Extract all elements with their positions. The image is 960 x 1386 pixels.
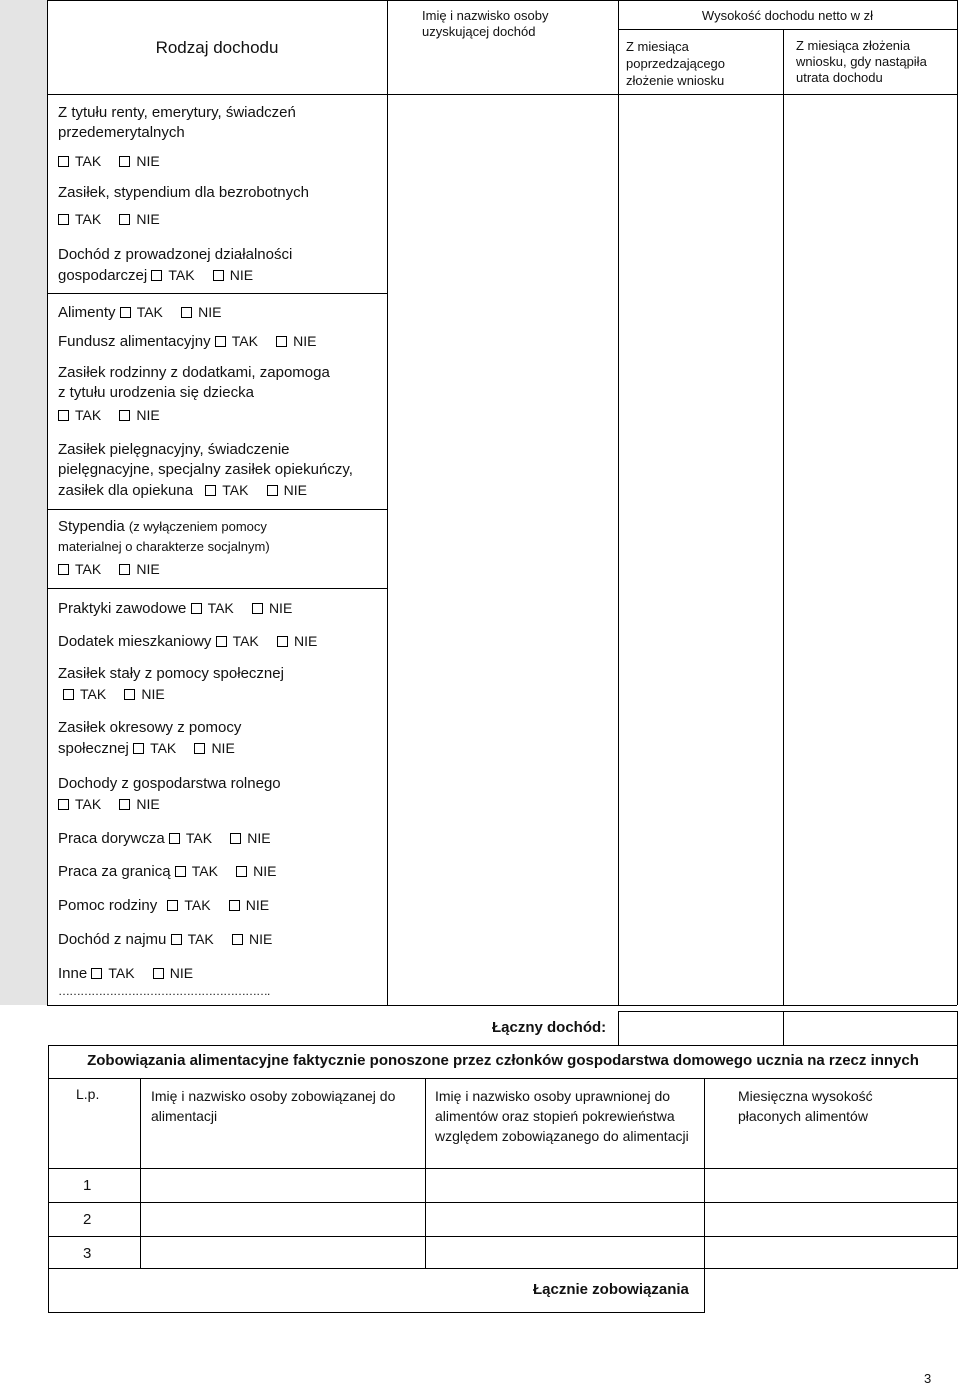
alimony-border-bottom: [48, 1312, 705, 1313]
checkbox-yes[interactable]: [133, 743, 144, 754]
income-row-label: Dochody z gospodarstwa rolnego: [58, 775, 281, 792]
income-row-label: Dodatek mieszkaniowy: [58, 633, 212, 650]
row-divider: [47, 588, 387, 589]
table-border-bottom: [47, 1005, 957, 1006]
checkbox-yes[interactable]: [58, 214, 69, 225]
income-row-label: Fundusz alimentacyjny: [58, 333, 211, 350]
alimony-col-divider-3: [704, 1078, 705, 1313]
income-row: Stypendia (z wyłączeniem pomocy materialnej o charakterze socjalnym) TAK NIE: [58, 517, 383, 580]
income-row-label: Zasiłek rodzinny z dodatkami, zapomoga: [58, 364, 330, 381]
alimony-row-number: 2: [83, 1211, 92, 1228]
total-box-right: [957, 1011, 958, 1045]
checkbox-yes[interactable]: [58, 799, 69, 810]
income-row-label: Zasiłek stały z pomocy społecznej: [58, 665, 284, 682]
checkbox-no[interactable]: [267, 485, 278, 496]
checkbox-yes[interactable]: [151, 270, 162, 281]
income-row-label: Inne: [58, 965, 88, 982]
income-row-label: z tytułu urodzenia się dziecka: [58, 384, 254, 401]
col-divider-3: [783, 29, 784, 1005]
income-row-label: zasiłek dla opiekuna: [58, 482, 194, 499]
income-row: Alimenty TAK NIE: [58, 304, 222, 321]
income-row: Inne TAK NIE ………………………………………………….: [58, 963, 383, 998]
header-month-of: Z miesiąca złożenia wniosku, gdy nastąpiła utrata dochodu: [796, 38, 927, 85]
alimony-col-divider-2: [425, 1078, 426, 1268]
alimony-title-divider: [48, 1078, 958, 1079]
net-income-divider: [618, 29, 957, 30]
header-divider: [47, 94, 957, 95]
checkbox-no[interactable]: [124, 689, 135, 700]
table-border-right: [957, 0, 958, 1005]
income-row-label: Dochód z prowadzonej działalności: [58, 246, 293, 263]
income-row: Zasiłek rodzinny z dodatkami, zapomoga z tytułu urodzenia się dziecka TAK NIE: [58, 363, 383, 426]
income-row-label: społecznej: [58, 740, 129, 757]
checkbox-yes[interactable]: [91, 968, 102, 979]
alimony-col-divider-4: [957, 1078, 958, 1268]
income-row-label: Praktyki zawodowe: [58, 600, 187, 617]
checkbox-no[interactable]: [277, 636, 288, 647]
alimony-row-divider: [48, 1236, 958, 1237]
header-net-income: Wysokość dochodu netto w zł: [701, 8, 874, 23]
income-row: Fundusz alimentacyjny TAK NIE: [58, 333, 317, 350]
income-row-note: (z wyłączeniem pomocy: [128, 519, 267, 534]
row-divider: [47, 509, 387, 510]
income-row-label: pielęgnacyjne, specjalny zasiłek opiekuńczy,: [58, 461, 353, 478]
alimony-row-number: 1: [83, 1177, 92, 1194]
col-divider-1: [387, 0, 388, 1005]
checkbox-no[interactable]: [213, 270, 224, 281]
header-person: Imię i nazwisko osoby uzyskującej dochód: [422, 8, 549, 39]
checkbox-yes[interactable]: [58, 410, 69, 421]
income-row: Zasiłek okresowy z pomocy społecznej TAK NIE: [58, 718, 383, 759]
alimony-border-top: [48, 1045, 958, 1046]
checkbox-yes[interactable]: [58, 564, 69, 575]
checkbox-no[interactable]: [252, 603, 263, 614]
checkbox-yes[interactable]: [216, 636, 227, 647]
income-row: Z tytułu renty, emerytury, świadczeń przedemerytalnych TAK NIE: [58, 103, 383, 172]
alimony-header-divider: [48, 1168, 958, 1169]
income-row: Dochody z gospodarstwa rolnego TAK NIE: [58, 774, 383, 815]
alimony-title: Zobowiązania alimentacyjne faktycznie ponoszone przez członków gospodarstwa domowego ucznia na rzecz innych: [87, 1052, 919, 1069]
income-row: Dochód z najmu TAK NIE: [58, 931, 273, 948]
checkbox-no[interactable]: [153, 968, 164, 979]
income-row: Praca za granicą TAK NIE: [58, 863, 277, 880]
checkbox-yes[interactable]: [191, 603, 202, 614]
checkbox-no[interactable]: [181, 307, 192, 318]
checkbox-no[interactable]: [119, 156, 130, 167]
income-row: Dochód z prowadzonej działalności gospodarczej TAK NIE: [58, 245, 383, 286]
income-row: Zasiłek, stypendium dla bezrobotnych TAK NIE: [58, 183, 383, 230]
income-row-label: Praca dorywcza: [58, 830, 165, 847]
side-shade: [0, 0, 47, 1005]
total-income-month-before-field[interactable]: [619, 1012, 783, 1045]
checkbox-yes[interactable]: [169, 833, 180, 844]
total-income-month-of-field[interactable]: [784, 1012, 957, 1045]
table-border-top: [47, 0, 957, 1]
checkbox-no[interactable]: [232, 934, 243, 945]
checkbox-no[interactable]: [119, 214, 130, 225]
checkbox-no[interactable]: [119, 564, 130, 575]
header-month-before: Z miesiąca poprzedzającego złożenie wniosku: [626, 39, 726, 88]
checkbox-yes[interactable]: [215, 336, 226, 347]
checkbox-yes[interactable]: [63, 689, 74, 700]
checkbox-yes[interactable]: [167, 900, 178, 911]
checkbox-no[interactable]: [276, 336, 287, 347]
checkbox-yes[interactable]: [58, 156, 69, 167]
income-row: Praca dorywcza TAK NIE: [58, 830, 271, 847]
income-row: Zasiłek pielęgnacyjny, świadczenie pielęgnacyjne, specjalny zasiłek opiekuńczy, zasiłek dla opiekuna TAK NIE: [58, 440, 383, 501]
income-row-label: Z tytułu renty, emerytury, świadczeń: [58, 104, 296, 121]
alimony-row-number: 3: [83, 1245, 92, 1262]
alimony-border-left: [48, 1045, 49, 1313]
checkbox-yes[interactable]: [171, 934, 182, 945]
income-row: Pomoc rodziny TAK NIE: [58, 897, 270, 914]
checkbox-yes[interactable]: [120, 307, 131, 318]
income-row: Dodatek mieszkaniowy TAK NIE: [58, 633, 318, 650]
table-border-left: [47, 0, 48, 1005]
row-divider: [47, 293, 387, 294]
checkbox-yes[interactable]: [175, 866, 186, 877]
alimony-rows-bottom: [48, 1268, 958, 1269]
income-row-label: Alimenty: [58, 304, 116, 321]
checkbox-no[interactable]: [119, 799, 130, 810]
checkbox-no[interactable]: [229, 900, 240, 911]
checkbox-no[interactable]: [119, 410, 130, 421]
alimony-total-label: Łącznie zobowiązania: [533, 1281, 689, 1298]
income-row-label: Zasiłek pielęgnacyjny, świadczenie: [58, 441, 290, 458]
checkbox-yes[interactable]: [205, 485, 216, 496]
income-row-label: Stypendia: [58, 518, 125, 535]
income-row-label: Praca za granicą: [58, 863, 171, 880]
alimony-row-divider: [48, 1202, 958, 1203]
alimony-col-divider-1: [140, 1078, 141, 1268]
alimony-border-right: [957, 1045, 958, 1078]
other-income-fill-line: ………………………………………………….: [58, 984, 270, 998]
income-row-label: gospodarczej: [58, 267, 148, 284]
total-income-label: Łączny dochód:: [492, 1019, 607, 1036]
page-number: 3: [924, 1371, 932, 1386]
income-row-note: materialnej o charakterze socjalnym): [58, 539, 270, 554]
alimony-header-entitled: Imię i nazwisko osoby uprawnionej do alimentów oraz stopień pokrewieństwa względem zobowiązanego do alimentacji: [435, 1088, 689, 1144]
header-income-type: Rodzaj dochodu: [155, 38, 279, 57]
checkbox-no[interactable]: [230, 833, 241, 844]
income-row-label: przedemerytalnych: [58, 124, 185, 141]
alimony-header-obligated: Imię i nazwisko osoby zobowiązanej do alimentacji: [151, 1088, 396, 1124]
alimony-header-lp: L.p.: [76, 1086, 100, 1102]
income-row-label: Pomoc rodziny: [58, 897, 158, 914]
checkbox-no[interactable]: [236, 866, 247, 877]
col-divider-2: [618, 0, 619, 1005]
income-row: Praktyki zawodowe TAK NIE: [58, 600, 293, 617]
income-row-label: Zasiłek okresowy z pomocy: [58, 719, 242, 736]
income-row-label: Dochód z najmu: [58, 931, 167, 948]
income-row: Zasiłek stały z pomocy społecznej TAK NIE: [58, 664, 383, 705]
income-row-label: Zasiłek, stypendium dla bezrobotnych: [58, 184, 309, 201]
alimony-header-amount: Miesięczna wysokość płaconych alimentów: [738, 1088, 873, 1124]
checkbox-no[interactable]: [194, 743, 205, 754]
